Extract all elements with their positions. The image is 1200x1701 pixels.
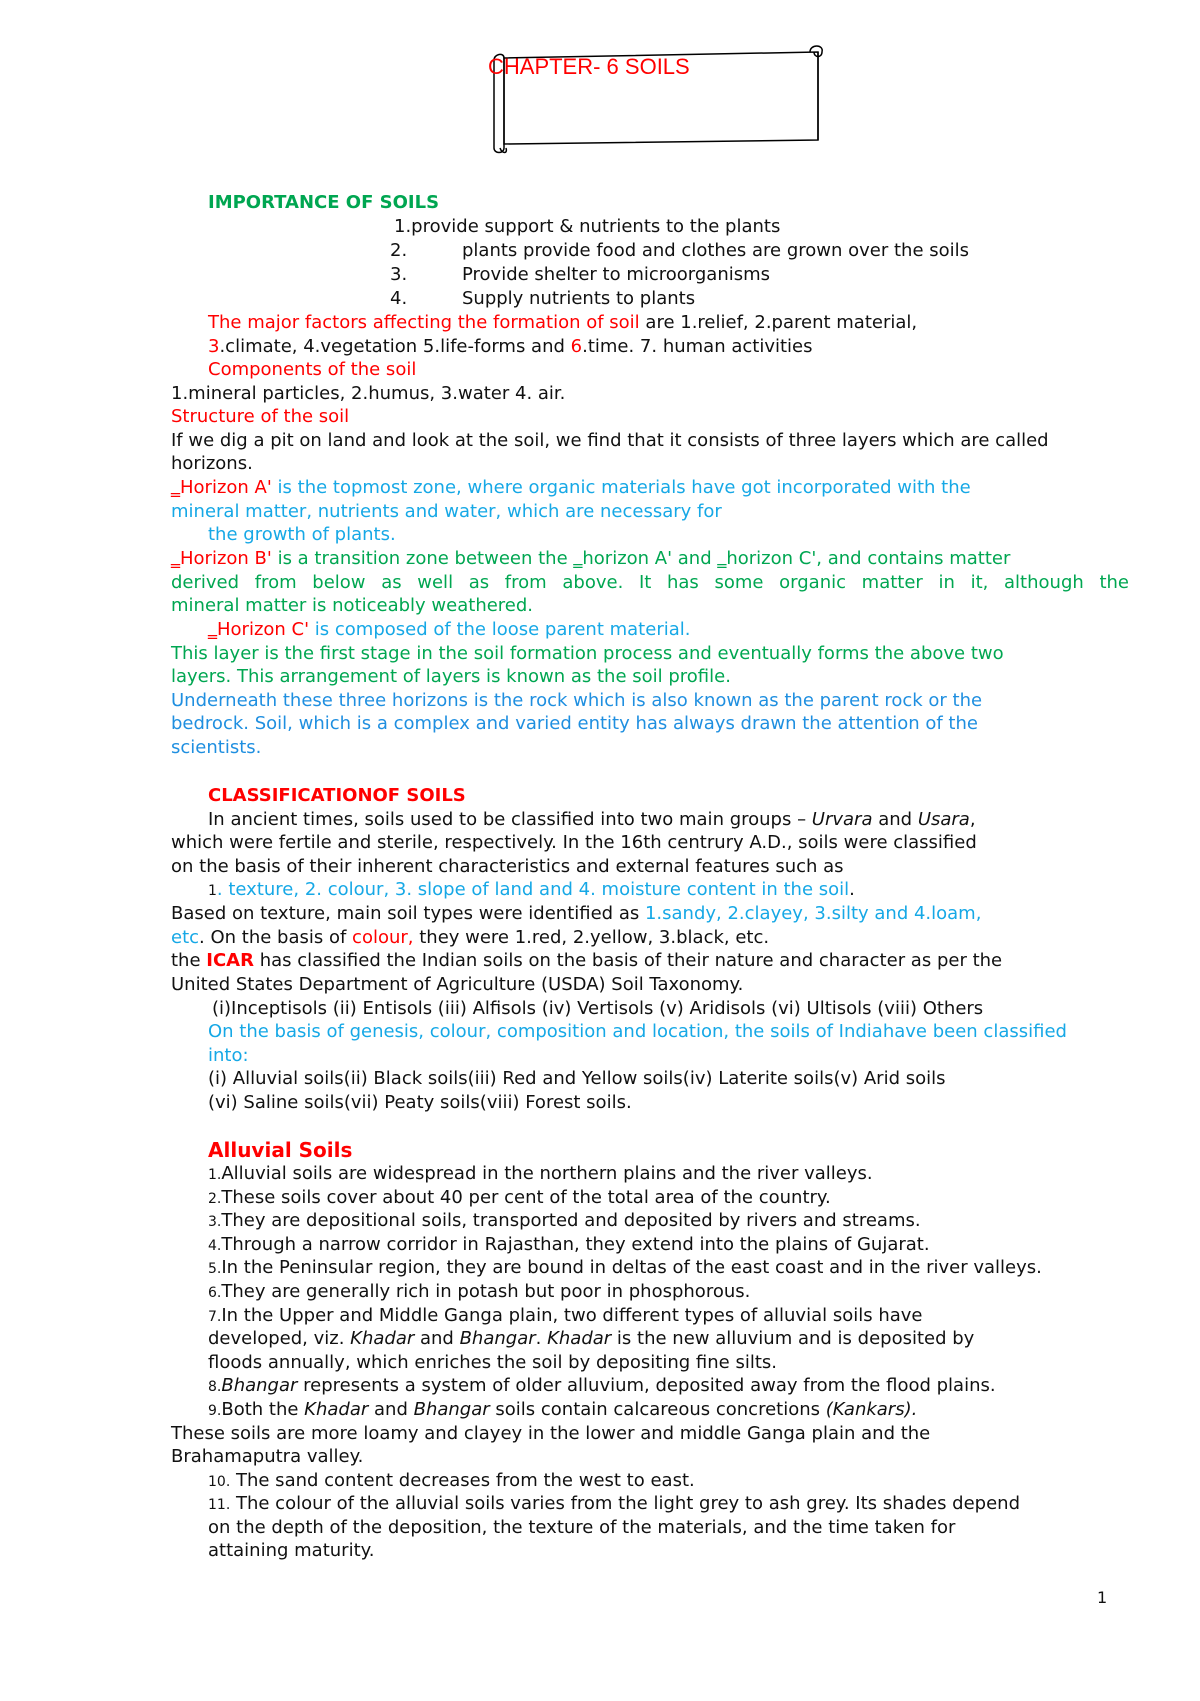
importance-item-4: Supply nutrients to plants [462,288,696,309]
classification-line-10: On the basis of genesis, colour, composition and location, the soils of Indiahave been classified [208,1021,1067,1042]
term-bhangar-3: Bhangar [413,1399,490,1420]
alluvial-item-5 [208,1257,1042,1280]
importance-marker-3: 3. [390,264,408,285]
term-bhangar-2: Bhangar [221,1375,298,1396]
alluvial-item-7 [208,1305,923,1328]
colour-word: colour, [352,927,414,948]
alluvial-heading: Alluvial Soils [208,1138,353,1162]
colour-types: they were 1.red, 2.yellow, 3.black, etc. [413,927,770,948]
connector-and: and [872,809,918,830]
alluvial-text-8: represents a system of older alluvium, deposited away from the flood plains. [297,1375,996,1396]
bedrock-line-2: bedrock. Soil, which is a complex and varied entity has always drawn the attention of the [171,713,978,734]
etc-text: etc [171,927,200,948]
alluvial-item-8 [208,1375,996,1398]
texture-intro: Based on texture, main soil types were identified as [171,903,645,924]
colour-intro: . On the basis of [199,927,353,948]
importance-item-1: 1.provide support & nutrients to the plants [394,216,781,237]
factor-number-6: 6 [570,336,583,357]
classification-line-7 [171,950,1002,972]
classification-line-6 [171,927,769,949]
alluvial-text-9a: Both the [221,1399,305,1420]
importance-marker-4: 4. [390,288,408,309]
horizon-b-line-1 [171,548,1010,570]
classification-heading: CLASSIFICATIONOF SOILS [208,785,466,806]
alluvial-text-9c: soils contain calcareous concretions [489,1399,826,1420]
classification-text-1b: , [969,809,976,830]
alluvial-text-11: The colour of the alluvial soils varies from the light grey to ash grey. Its shades depend [230,1493,1021,1514]
structure-line-2: horizons. [171,453,253,474]
horizon-b-line-2: derived from below as well as from above. It has some organic matter in it, although the [171,572,1129,593]
classification-line-12: (i) Alluvial soils(ii) Black soils(iii) Red and Yellow soils(iv) Laterite soils(v) Arid soils [208,1068,946,1089]
alluvial-item-11 [208,1493,1020,1516]
alluvial-item-6 [208,1281,750,1304]
profile-line-2: layers. This arrangement of layers is known as the soil profile. [171,666,731,687]
factors-rest-2: .climate, 4.vegetation 5.life-forms and [219,336,571,357]
icar-label: ICAR [206,950,254,971]
factors-rest-1: are 1.relief, 2.parent material, [645,312,918,333]
term-bhangar: Bhangar [459,1328,536,1349]
alluvial-text-7b-a: developed, viz. [208,1328,351,1349]
alluvial-item-7-line-3: floods annually, which enriches the soil by depositing fine silts. [208,1352,777,1373]
term-khadar-2: Khadar [547,1328,612,1349]
importance-item-3: Provide shelter to microorganisms [462,264,771,285]
alluvial-text-10: The sand content decreases from the west to east. [230,1470,695,1491]
classification-line-11: into: [208,1045,249,1066]
term-khadar-3: Khadar [304,1399,369,1420]
alluvial-item-1 [208,1163,873,1186]
alluvial-text-2: These soils cover about 40 per cent of the total area of the country. [221,1187,831,1208]
structure-heading: Structure of the soil [171,406,350,427]
horizon-a-line-2: mineral matter, nutrients and water, which are necessary for [171,501,722,522]
alluvial-num-10: 10. [208,1474,231,1490]
alluvial-text-3: They are depositional soils, transported and deposited by rivers and streams. [221,1210,921,1231]
classification-line-9: (i)Inceptisols (ii) Entisols (iii) Alfisols (iv) Vertisols (v) Aridisols (vi) Ultisols (viii) Others [212,998,984,1019]
bedrock-line-1: Underneath these three horizons is the rock which is also known as the parent rock or the [171,690,983,711]
term-kankars: (Kankars). [825,1399,918,1420]
alluvial-item-3 [208,1210,921,1233]
structure-line-1: If we dig a pit on land and look at the soil, we find that it consists of three layers which are called [171,430,1049,451]
page-number: 1 [1097,1588,1108,1607]
horizon-a-text-1: is the topmost zone, where organic materials have got incorporated with the [271,477,971,498]
factors-line-1 [208,312,917,334]
classification-line-4 [208,879,855,902]
alluvial-text-1: Alluvial soils are widespread in the northern plains and the river valleys. [221,1163,873,1184]
classification-line-8: United States Department of Agriculture (USDA) Soil Taxonomy. [171,974,744,995]
horizon-b-line-3: mineral matter is noticeably weathered. [171,595,534,616]
alluvial-item-4 [208,1234,930,1257]
alluvial-item-2 [208,1187,831,1210]
horizon-a-line-3: the growth of plants. [208,524,396,545]
alluvial-item-11-line-3: attaining maturity. [208,1540,375,1561]
alluvial-item-7-line-2 [208,1328,974,1350]
alluvial-para-line-2: Brahamaputra valley. [171,1446,364,1467]
alluvial-item-11-line-2: on the depth of the deposition, the texture of the materials, and the time taken for [208,1517,956,1538]
alluvial-text-6: They are generally rich in potash but poor in phosphorous. [221,1281,751,1302]
feature-number: 1 [208,883,217,899]
factor-number-3: 3 [208,336,220,357]
horizon-a-label: ‗Horizon A' [171,477,272,498]
alluvial-num-1: 1. [208,1167,222,1183]
term-urvara: Urvara [811,809,873,830]
classification-line-3: on the basis of their inherent characteristics and external features such as [171,856,844,877]
alluvial-text-7b-c: . [535,1328,548,1349]
alluvial-num-7: 7. [208,1309,222,1325]
alluvial-num-4: 4. [208,1238,222,1254]
horizon-c-text: is composed of the loose parent material. [309,619,691,640]
texture-types: 1.sandy, 2.clayey, 3.silty and 4.loam, [644,903,982,924]
alluvial-num-11: 11. [208,1497,231,1513]
horizon-b-label: ‗Horizon B' [171,548,272,569]
term-khadar: Khadar [350,1328,415,1349]
feature-list-end: . [849,879,855,900]
alluvial-text-4: Through a narrow corridor in Rajasthan, they extend into the plains of Gujarat. [221,1234,930,1255]
components-heading: Components of the soil [208,359,417,380]
horizon-c-line [208,619,690,641]
alluvial-text-7b-d: is the new alluvium and is deposited by [611,1328,975,1349]
connector-and-2: and [414,1328,460,1349]
factors-line-2 [208,336,812,358]
alluvial-num-2: 2. [208,1191,222,1207]
importance-heading: IMPORTANCE OF SOILS [208,192,440,213]
horizon-c-label: ‗Horizon C' [208,619,310,640]
alluvial-para-line-1: These soils are more loamy and clayey in the lower and middle Ganga plain and the [171,1423,931,1444]
profile-line-1: This layer is the first stage in the soil formation process and eventually forms the above two [171,643,1004,664]
alluvial-num-3: 3. [208,1214,222,1230]
classification-text-1a: In ancient times, soils used to be classified into two main groups – [208,809,812,830]
classification-line-5 [171,903,981,925]
alluvial-num-9: 9. [208,1403,222,1419]
bedrock-line-3: scientists. [171,737,262,758]
horizon-a-line-1 [171,477,971,499]
alluvial-num-6: 6. [208,1285,222,1301]
alluvial-item-10 [208,1470,695,1493]
classification-line-2: which were fertile and sterile, respectively. In the 16th centrury A.D., soils were classified [171,832,977,853]
components-text: 1.mineral particles, 2.humus, 3.water 4. air. [171,383,566,404]
feature-list: . texture, 2. colour, 3. slope of land and 4. moisture content in the soil [216,879,850,900]
alluvial-num-8: 8. [208,1379,222,1395]
classification-line-13: (vi) Saline soils(vii) Peaty soils(viii) Forest soils. [208,1092,632,1113]
alluvial-text-7: In the Upper and Middle Ganga plain, two different types of alluvial soils have [221,1305,923,1326]
term-usara: Usara [917,809,970,830]
icar-text: has classified the Indian soils on the basis of their nature and character as per the [253,950,1003,971]
chapter-title: CHAPTER- 6 SOILS [488,54,690,79]
factors-rest-3: .time. 7. human activities [582,336,813,357]
importance-marker-2: 2. [390,240,408,261]
importance-item-2: plants provide food and clothes are grown over the soils [462,240,970,261]
alluvial-item-9 [208,1399,917,1422]
classification-line-1 [208,809,976,831]
factors-lead: The major factors affecting the formation of soil [208,312,640,333]
connector-and-3: and [368,1399,414,1420]
alluvial-text-5: In the Peninsular region, they are bound in deltas of the east coast and in the river valleys. [221,1257,1042,1278]
icar-intro: the [171,950,207,971]
alluvial-num-5: 5. [208,1261,222,1277]
horizon-b-text-1: is a transition zone between the ‗horizon A' and ‗horizon C', and contains matter [271,548,1011,569]
